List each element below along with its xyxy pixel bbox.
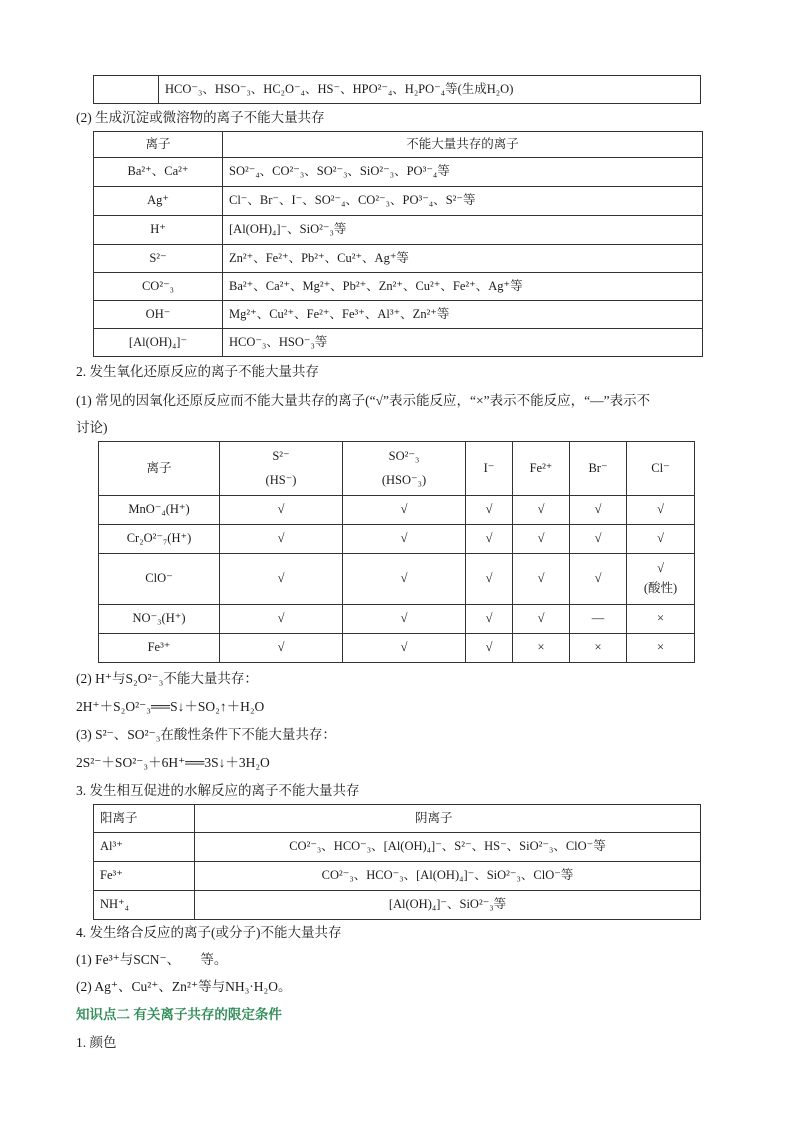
table-cell: ×	[627, 605, 695, 634]
table-cell: H⁺	[94, 216, 223, 245]
table-row	[99, 496, 695, 525]
list-item: 1. 颜色	[76, 1035, 117, 1050]
table-cell: Ag⁺	[94, 187, 223, 216]
table-cell: —	[570, 605, 627, 634]
table-row	[94, 301, 703, 329]
section-heading: (2) 生成沉淀或微溶物的离子不能大量共存	[76, 110, 325, 125]
table-cell: [Al(OH)₄]⁻、SiO²⁻₃等	[223, 216, 703, 245]
table-row	[94, 891, 701, 920]
item-title: (2) H⁺与S₂O²⁻₃不能大量共存：	[76, 671, 258, 686]
table-cell: √	[570, 525, 627, 554]
table-row	[94, 187, 703, 216]
table-header: Cl⁻	[627, 442, 695, 496]
table-row	[99, 634, 695, 663]
table-cell: CO²⁻₃、HCO⁻₃、[Al(OH)₄]⁻、S²⁻、HS⁻、SiO²⁻₃、ClO⁻等	[195, 833, 701, 862]
table-row	[99, 605, 695, 634]
table-header: 阴离子	[195, 805, 701, 833]
table-cell: √	[220, 605, 343, 634]
table-cell: √	[513, 605, 570, 634]
table-cell: ×	[513, 634, 570, 663]
table-header: Fe²⁺	[513, 442, 570, 496]
table-cell: MnO⁻₄(H⁺)	[99, 496, 220, 525]
table-cell: √	[513, 525, 570, 554]
table-header	[220, 442, 343, 496]
cell-note: (酸性)	[643, 581, 678, 595]
table-header: I⁻	[466, 442, 513, 496]
equation: 2H⁺＋S₂O²⁻₃══S↓＋SO₂↑＋H₂O	[76, 699, 265, 714]
table-cell: NH⁺₄	[94, 891, 195, 920]
header-line: (HS⁻)	[265, 472, 297, 487]
table-cell: Ba²⁺、Ca²⁺	[94, 158, 223, 187]
table-row	[94, 216, 703, 245]
table-cell: √	[570, 554, 627, 605]
redox-table	[98, 441, 695, 663]
table-row	[94, 158, 703, 187]
top-continuation-table	[93, 75, 701, 104]
table-cell: √	[220, 525, 343, 554]
table-cell: ×	[570, 634, 627, 663]
table-cell: √	[466, 605, 513, 634]
table-header: Br⁻	[570, 442, 627, 496]
table-header: 阳离子	[94, 805, 195, 833]
table-cell: CO²⁻₃、HCO⁻₃、[Al(OH)₄]⁻、SiO²⁻₃、ClO⁻等	[195, 862, 701, 891]
table-row	[94, 862, 701, 891]
table-cell: Fe³⁺	[94, 862, 195, 891]
table-cell: ClO⁻	[99, 554, 220, 605]
table-cell: √	[343, 634, 466, 663]
table-header: 离子	[94, 132, 223, 158]
table-cell: √	[343, 605, 466, 634]
table-cell: √	[466, 554, 513, 605]
table-row	[94, 833, 701, 862]
cell-line: √	[657, 561, 664, 576]
table-row	[94, 329, 703, 357]
header-line: SO²⁻₃	[388, 448, 420, 463]
table-cell: Zn²⁺、Fe²⁺、Pb²⁺、Cu²⁺、Ag⁺等	[223, 245, 703, 273]
header-line: (HSO⁻₃)	[381, 472, 427, 487]
table-cell	[94, 76, 159, 104]
table-row	[94, 76, 701, 104]
table-cell: OH⁻	[94, 301, 223, 329]
table-cell: √	[570, 496, 627, 525]
table-cell: HCO⁻₃、HSO⁻₃等	[223, 329, 703, 357]
item-title: (3) S²⁻、SO²⁻₃在酸性条件下不能大量共存：	[76, 727, 336, 742]
table-cell: √	[627, 525, 695, 554]
table-cell: [Al(OH)₄]⁻、SiO²⁻₃等	[195, 891, 701, 920]
header-line: S²⁻	[272, 448, 290, 463]
table-cell: √	[343, 525, 466, 554]
section-subheading-cont: 讨论)	[76, 420, 108, 435]
table-header: 不能大量共存的离子	[223, 132, 703, 158]
table-row	[99, 525, 695, 554]
table-cell: √	[513, 496, 570, 525]
knowledge-point-heading: 知识点二 有关离子共存的限定条件	[76, 1007, 282, 1022]
table-row	[99, 554, 695, 605]
table-cell: √	[220, 634, 343, 663]
table-cell: CO²⁻₃	[94, 273, 223, 301]
table-cell: Ba²⁺、Ca²⁺、Mg²⁺、Pb²⁺、Zn²⁺、Cu²⁺、Fe²⁺、Ag⁺等	[223, 273, 703, 301]
table-cell: Al³⁺	[94, 833, 195, 862]
table-cell: √	[343, 496, 466, 525]
table-cell: √	[220, 496, 343, 525]
table-cell: SO²⁻₄、CO²⁻₃、SO²⁻₃、SiO²⁻₃、PO³⁻₄等	[223, 158, 703, 187]
table-cell: √	[343, 554, 466, 605]
section-subheading: (1) 常见的因氧化还原反应而不能大量共存的离子(“√”表示能反应，“×”表示不能反应，“—”表示不	[76, 393, 651, 408]
table-cell: √	[466, 634, 513, 663]
list-item: (1) Fe³⁺与SCN⁻、 等。	[76, 952, 228, 967]
hydrolysis-table	[93, 804, 701, 920]
table-header-row	[99, 442, 695, 496]
table-cell: Fe³⁺	[99, 634, 220, 663]
table-header-row	[94, 132, 703, 158]
precipitate-table	[93, 131, 703, 357]
table-header: 离子	[99, 442, 220, 496]
table-cell: S²⁻	[94, 245, 223, 273]
table-cell: Cr₂O²⁻₇(H⁺)	[99, 525, 220, 554]
table-cell: √	[627, 496, 695, 525]
table-cell	[627, 554, 695, 605]
table-cell: ×	[627, 634, 695, 663]
table-row	[94, 245, 703, 273]
section-heading: 3. 发生相互促进的水解反应的离子不能大量共存	[76, 783, 360, 798]
section-heading: 2. 发生氧化还原反应的离子不能大量共存	[76, 364, 319, 379]
table-cell: √	[466, 496, 513, 525]
table-cell: Cl⁻、Br⁻、I⁻、SO²⁻₄、CO²⁻₃、PO³⁻₄、S²⁻等	[223, 187, 703, 216]
table-row	[94, 273, 703, 301]
table-header-row	[94, 805, 701, 833]
table-cell: √	[513, 554, 570, 605]
table-header	[343, 442, 466, 496]
table-cell: Mg²⁺、Cu²⁺、Fe²⁺、Fe³⁺、Al³⁺、Zn²⁺等	[223, 301, 703, 329]
table-cell: [Al(OH)₄]⁻	[94, 329, 223, 357]
table-cell: √	[466, 525, 513, 554]
list-item: (2) Ag⁺、Cu²⁺、Zn²⁺等与NH₃·H₂O。	[76, 979, 292, 994]
section-heading: 4. 发生络合反应的离子(或分子)不能大量共存	[76, 925, 342, 940]
equation: 2S²⁻＋SO²⁻₃＋6H⁺══3S↓＋3H₂O	[76, 755, 270, 770]
table-cell: NO⁻₃(H⁺)	[99, 605, 220, 634]
table-cell: √	[220, 554, 343, 605]
table-cell: HCO⁻₃、HSO⁻₃、HC₂O⁻₄、HS⁻、HPO²⁻₄、H₂PO⁻₄等(生成H₂O)	[159, 76, 701, 104]
